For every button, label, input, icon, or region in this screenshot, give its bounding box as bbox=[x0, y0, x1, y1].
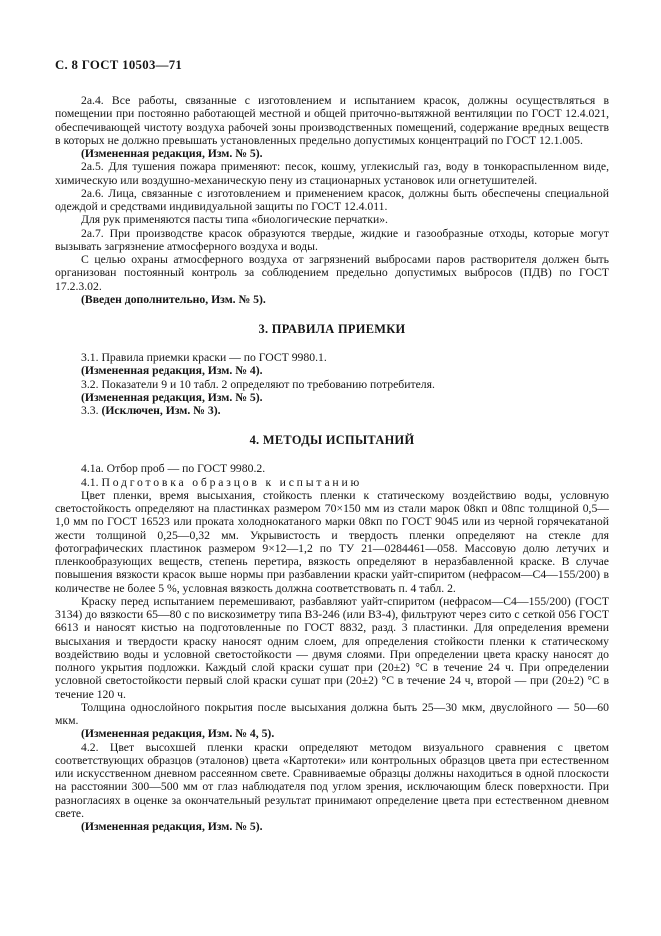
paragraph-gloves: Для рук применяются пасты типа «биологические перчатки». bbox=[81, 213, 388, 227]
section4-heading: 4. МЕТОДЫ ИСПЫТАНИЙ bbox=[249, 433, 415, 448]
paragraph-4-1-title bbox=[55, 476, 609, 489]
paragraph-film-color: Цвет пленки, время высыхания, стойкость пленки к статическому воздействию воды, условную светостойкость определяют на пластинках размером 70×150 мм из стали марок 08кп и 08пс толщиной 0,5—1,0 мм по ГОСТ 16523 или проката холоднокатаного марки 08кп по ГОСТ 9045 или из черной горячекатаной жести толщиной 0,25—0,32 мм. Укрывистость и твердость пленки определяют на стекле для фотографических пластинок размером 9×12—1,2 по ТУ 21—0284461—058. Массовую долю летучих и пленкообразующих веществ, степень перетира, вязкость определяют в неразбавленной краске. В случае повышения вязкости красок выше нормы при разбавлении краски уайт-спиритом (нефрасом—С4—155/200) в количестве не более 5 %, условная вязкость должна соответствовать п. 4 табл. 2. bbox=[55, 488, 609, 595]
paragraph-air-protection: С целью охраны атмосферного воздуха от загрязнений выбросами паров растворителя должен быть организован постоянный контроль за соблюдением предельно допустимых выбросов (ПДВ) по ГОСТ 17.2.3.02. bbox=[55, 253, 609, 293]
paragraph-4-1-number: 4.1. bbox=[81, 475, 99, 489]
paragraph-paint-preparation: Краску перед испытанием перемешивают, разбавляют уайт-спиритом (нефрасом—С4—155/200) (ГОСТ 3134) до вязкости 65—80 с по вискозиметру типа ВЗ-246 (или ВЗ-4), фильтруют через сито с сеткой 056 ГОСТ 6613 и наносят кистью на подготовленные по ГОСТ 8832, разд. 3 пластинки. Для определения времени высыхания и твердости краску наносят одним слоем, для определения стойкости пленки к статическому воздействию воды и условной светостойкости — двумя слоями. При определении цвета краску наносят до полного укрытия подложки. Каждый слой краски сушат при (20±2) °С в течение 24 ч. При определении условной светостойкости первый слой краски сушат при (20±2) °С в течение 24 ч, второй — при (20±2) °С в течение 120 ч. bbox=[55, 594, 609, 701]
amendment-note-vveden5: (Введен дополнительно, Изм. № 5). bbox=[81, 292, 266, 306]
paragraph-2a5: 2а.5. Для тушения пожара применяют: песок, кошму, углекислый газ, воду в тонкораспыленном виде, химическую или воздушно-механическую пену из стационарных установок или огнетушителей. bbox=[55, 160, 609, 187]
paragraph-2a4: 2а.4. Все работы, связанные с изготовлением и испытанием красок, должны осуществляться в помещении при постоянно работающей местной и общей приточно-вытяжной вентиляции по ГОСТ 12.4.021, обеспечивающей чистоту воздуха рабочей зоны производственных помещений, содержание вредных веществ в которых не должно превышать установленных предельно допустимых концентраций по ГОСТ 12.1.005. bbox=[55, 94, 609, 147]
paragraph-3-3 bbox=[55, 404, 609, 417]
amendment-note-izm4: (Измененная редакция, Изм. № 4). bbox=[81, 364, 263, 378]
amendment-note-izm45: (Измененная редакция, Изм. № 4, 5). bbox=[81, 727, 275, 741]
paragraph-3-2: 3.2. Показатели 9 и 10 табл. 2 определяют по требованию потребителя. bbox=[81, 377, 435, 391]
excluded-note: (Исключен, Изм. № 3). bbox=[101, 404, 221, 417]
amendment-note-izm5-after-2a4: (Измененная редакция, Изм. № 5). bbox=[81, 147, 263, 160]
amendment-note-izm5-final: (Измененная редакция, Изм. № 5). bbox=[81, 820, 263, 833]
paragraph-2a6: 2а.6. Лица, связанные с изготовлением и применением красок, должны быть обеспечены специальной одеждой и средствами индивидуальной защиты по ГОСТ 12.4.011. bbox=[55, 186, 609, 213]
paragraph-3-1: 3.1. Правила приемки краски — по ГОСТ 9980.1. bbox=[81, 351, 327, 364]
paragraph-coating-thickness: Толщина однослойного покрытия после высыхания должна быть 25—30 мкм, двуслойного — 50—60 мкм. bbox=[55, 700, 609, 727]
amendment-note-izm5-after-32: (Измененная редакция, Изм. № 5). bbox=[81, 390, 263, 404]
paragraph-4-2: 4.2. Цвет высохшей пленки краски определяют методом визуального сравнения с цветом соответствующих образцов (эталонов) цвета «Картотеки» или контрольных образцов цвета при естественном или искусственном дневном рассеянном свете. Сравниваемые образцы должны находиться в одной плоскости на расстоянии 300—500 мм от глаз наблюдателя под углом зрения, исключающим блеск поверхности. При разногласиях в оценке за окончательный результат принимают определение цвета при естественном дневном свете. bbox=[55, 740, 609, 820]
paragraph-4-1-spaced-title: Подготовка образцов к испытанию bbox=[101, 475, 363, 489]
section3-heading: 3. ПРАВИЛА ПРИЕМКИ bbox=[258, 322, 406, 336]
paragraph-2a7: 2а.7. При производстве красок образуются твердые, жидкие и газообразные отходы, которые могут вызывать загрязнение атмосферного воздуха и воды. bbox=[55, 226, 609, 253]
page-content bbox=[55, 58, 609, 833]
page-header: С. 8 ГОСТ 10503—71 bbox=[55, 58, 183, 72]
paragraph-3-3-number: 3.3. bbox=[81, 404, 99, 417]
paragraph-4-1a: 4.1а. Отбор проб — по ГОСТ 9980.2. bbox=[81, 462, 266, 476]
